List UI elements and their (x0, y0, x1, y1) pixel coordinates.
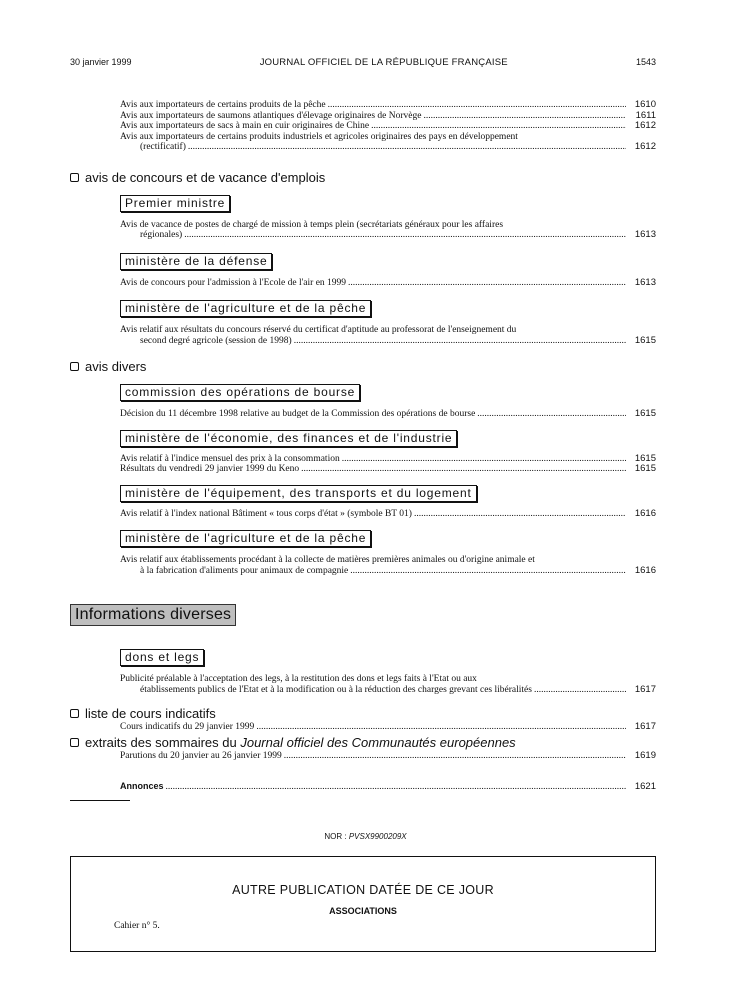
ministry-label: ministère de l'économie, des finances et de l'industrie (120, 430, 457, 447)
section-heading-concours: avis de concours et de vacance d'emplois (70, 170, 656, 185)
other-publication-title: AUTRE PUBLICATION DATÉE DE CE JOUR (232, 883, 494, 897)
checkbox-square-icon (70, 362, 79, 371)
ministry-label: commission des opérations de bourse (120, 384, 360, 401)
ministry-label: ministère de l'agriculture et de la pêche (120, 300, 371, 317)
toc-entry[interactable]: Résultats du vendredi 29 janvier 1999 du Keno ..... 1615 (120, 464, 656, 475)
toc-entry[interactable]: Avis relatif à l'index national Bâtiment « tous corps d'état » (symbole BT 01) ..... 1616 (120, 509, 656, 520)
ministry-label: dons et legs (120, 649, 204, 666)
toc-entry[interactable]: Avis aux importateurs de certains produits industriels et agricoles originaires des pays en développement (rectificatif) ..... 1612 (120, 132, 656, 153)
page-number: 1615 (634, 334, 656, 346)
page-number: 1616 (634, 564, 656, 576)
cahier-number: Cahier n° 5. (114, 921, 160, 931)
toc-entry[interactable]: Avis de concours pour l'admission à l'Ecole de l'air en 1999 ..... 1613 (120, 278, 656, 289)
page-number: 1615 (634, 408, 656, 419)
toc-entry[interactable]: Avis aux importateurs de certains produits de la pêche ..... 1610 (120, 100, 656, 111)
nor-reference: NOR : PVSX9900209X (324, 832, 407, 841)
informations-banner: Informations diverses (70, 604, 236, 626)
journal-title: JOURNAL OFFICIEL DE LA RÉPUBLIQUE FRANÇAISE (259, 57, 508, 68)
page-header (70, 57, 656, 68)
section-heading-cours: liste de cours indicatifs (70, 706, 656, 721)
toc-entry-annonces[interactable]: Annonces ..... 1621 (120, 781, 656, 793)
checkbox-square-icon (70, 738, 79, 747)
toc-entry[interactable]: Avis relatif aux établissements procédant à la collecte de matières premières animales ou d'origine animale et à la fabrication d'aliments pour animaux de compagnie ..... 1616 (120, 555, 656, 576)
page-number: 1613 (634, 276, 656, 288)
page-number: 1619 (634, 749, 656, 761)
toc-entry[interactable]: Avis aux importateurs de saumons atlantiques d'élevage originaires de Norvège ..... 1611 (120, 111, 656, 122)
page-number: 1613 (634, 229, 656, 240)
separator-rule (70, 800, 130, 801)
toc-entry[interactable]: Décision du 11 décembre 1998 relative au budget de la Commission des opérations de bourse ..... 1615 (120, 409, 656, 420)
toc-entry[interactable]: Avis aux importateurs de sacs à main en cuir originaires de Chine ..... 1612 (120, 121, 656, 132)
checkbox-square-icon (70, 709, 79, 718)
page-number: 1611 (635, 109, 656, 121)
page-number: 1612 (634, 120, 656, 131)
section-heading-extraits: extraits des sommaires du Journal officiel des Communautés européennes (70, 735, 656, 750)
toc-entry[interactable]: Avis de vacance de postes de chargé de mission à temps plein (secrétariats généraux pour les affaires régionales) ..... 1613 (120, 220, 656, 241)
page-number: 1612 (634, 141, 656, 152)
section-heading-divers: avis divers (70, 359, 656, 374)
checkbox-square-icon (70, 173, 79, 182)
ministry-label: Premier ministre (120, 195, 230, 212)
toc-entry[interactable]: Cours indicatifs du 29 janvier 1999 ..... 1617 (120, 722, 656, 733)
page-number: 1617 (634, 721, 656, 732)
header-page-number: 1543 (635, 57, 656, 67)
top-entries (70, 100, 656, 153)
toc-entry[interactable]: Avis relatif à l'indice mensuel des prix à la consommation ..... 1615 (120, 454, 656, 465)
page-number: 1615 (634, 452, 656, 464)
page-number: 1621 (634, 781, 656, 792)
toc-entry[interactable]: Avis relatif aux résultats du concours réservé du certificat d'aptitude au professorat de l'enseignement du second degré agricole (session de 1998) ..... 1615 (120, 325, 656, 346)
page-number: 1610 (634, 99, 656, 110)
page-number: 1615 (634, 463, 656, 474)
ministry-label: ministère de l'agriculture et de la pêche (120, 530, 371, 547)
table-of-contents (70, 100, 656, 793)
header-date: 30 janvier 1999 (70, 57, 132, 67)
ministry-label: ministère de l'équipement, des transports et du logement (120, 485, 477, 502)
toc-entry[interactable]: Publicité préalable à l'acceptation des legs, à la restitution des dons et legs faits à l'Etat ou aux établissements publics de l'Etat et à la modification ou à la réduction des charges grevant ces libéralités ..... 1617 (120, 674, 656, 695)
toc-entry[interactable]: Parutions du 20 janvier au 26 janvier 1999 ..... 1619 (120, 751, 656, 762)
ministry-label: ministère de la défense (120, 253, 272, 270)
page-number: 1616 (634, 507, 656, 519)
page-number: 1617 (634, 683, 656, 695)
other-publication-subtitle: ASSOCIATIONS (329, 906, 397, 916)
other-publication-box (70, 856, 656, 952)
